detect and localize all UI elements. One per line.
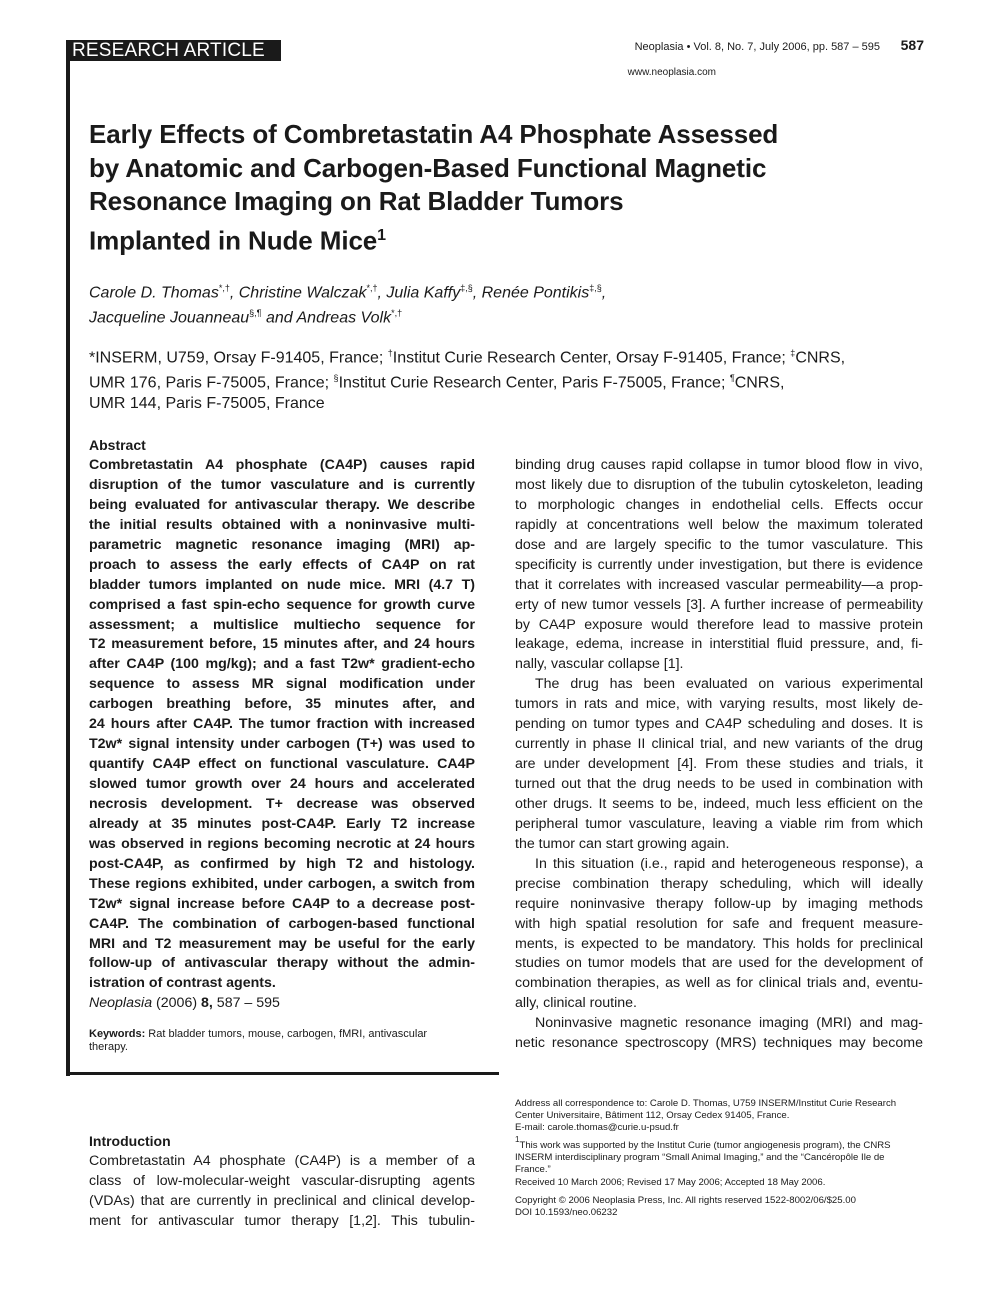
footnote-line: Center Universitaire, Bâtiment 112, Orsay Cedex 91405, France. (515, 1110, 790, 1122)
author-affil-mark: *,† (391, 308, 403, 319)
body-line: tumors in rats and mice, with varying results, most likely de- (515, 696, 923, 713)
keywords-text: Rat bladder tumors, mouse, carbogen, fMRI, antivascular (145, 1028, 428, 1040)
body-line: precise combination therapy scheduling, which will ideally (515, 875, 923, 892)
abstract-line: CA4P. The combination of carbogen-based functional (89, 915, 475, 932)
abstract-line: These regions exhibited, under carbogen, a switch from (89, 875, 475, 892)
introduction-heading: Introduction (89, 1133, 171, 1149)
affiliation-text: UMR 176, Paris F-75005, France; (89, 374, 334, 392)
author-affil-mark: §,¶ (249, 308, 262, 319)
affiliation-text: CNRS, (795, 349, 846, 367)
citation-year: (2006) (152, 995, 202, 1011)
body-line: studies on tumor models that are used for the development of (515, 955, 923, 972)
abstract-line: proach to assess the early effects of CA4P on rat (89, 556, 475, 573)
body-line: leakage, edema, increase in interstitial fluid pressure, and, fi- (515, 636, 923, 653)
affiliation-text: Institut Curie Research Center, Orsay F-91405, France; (392, 349, 791, 367)
title-line: by Anatomic and Carbogen-Based Functional Magnetic (89, 152, 767, 183)
article-type-badge: RESEARCH ARTICLE (68, 40, 281, 61)
body-line: (VDAs) that are currently in preclinical and clinical develop- (89, 1192, 475, 1209)
article-title (89, 118, 889, 258)
author-affil-mark: *,† (218, 283, 230, 293)
abstract-body (89, 456, 475, 994)
abstract-line: necrosis development. T+ decrease was observed (89, 795, 475, 812)
journal-url: www.neoplasia.com (627, 67, 716, 78)
abstract-line: MRI and T2 measurement may be useful for the early (89, 935, 475, 952)
abstract-line: follow-up of antivascular therapy without the admin- (89, 955, 475, 972)
author-name: Renée Pontikis (481, 284, 590, 302)
body-line: specificity is currently under investigation, but there is evidence (515, 556, 923, 573)
abstract-line: parametric magnetic resonance imaging (MRI) ap- (89, 536, 475, 553)
footnote-text: This work was supported by the Institut Curie (tumor angiogenesis program), the CNRS (519, 1140, 891, 1152)
footnote-line: Copyright © 2006 Neoplasia Press, Inc. All rights reserved 1522-8002/06/$25.00 (515, 1194, 856, 1206)
affiliation-text: *INSERM, U759, Orsay F-91405, France; (89, 349, 388, 367)
abstract-line: 24 hours after CA4P. The tumor fraction with increased (89, 716, 475, 733)
author-name: Andreas Volk (296, 309, 392, 327)
affiliation-mark: ¶ (729, 373, 735, 384)
abstract-line: Combretastatin A4 phosphate (CA4P) causes rapid (89, 457, 475, 473)
body-line: that it correlates with increased vascular permeability—a prop- (515, 576, 923, 593)
footnote-line: Received 10 March 2006; Revised 17 May 2006; Accepted 18 May 2006. (515, 1176, 826, 1188)
affiliation-text: CNRS, (734, 374, 785, 392)
abstract-line: assessment; a multislice multiecho sequence for (89, 616, 475, 633)
title-footnote-mark: 1 (377, 226, 386, 244)
author-affil-mark: *,† (366, 283, 378, 293)
author-line: Carole D. Thomas*,†, Christine Walczak*,†, Julia Kaffy‡,§, Renée Pontikis‡,§, (89, 283, 607, 302)
body-line: pending on tumor types and CA4P scheduling and doses. It is (515, 716, 923, 733)
abstract-line: the initial results obtained with a noninvasive multi- (89, 516, 475, 533)
footnote-line: France.” (515, 1164, 551, 1176)
author-name: Jacqueline Jouanneau (89, 309, 250, 327)
author-separator: , (229, 284, 239, 302)
keywords (89, 1028, 475, 1054)
footnote-line: INSERM interdisciplinary program “Small Animal Imaging,” and the “Cancéropôle Ile de (515, 1152, 885, 1164)
abstract-line: T2 measurement before, 15 minutes after, and 24 hours (89, 636, 475, 653)
author-affil-mark: ‡,§ (589, 283, 602, 293)
author-list (89, 278, 889, 329)
body-line: peripheral tumor vasculature, leaving a viable rim from which (515, 815, 923, 832)
keywords-line: therapy. (89, 1041, 128, 1053)
footnote-line: DOI 10.1593/neo.06232 (515, 1206, 618, 1218)
footnote-line: E-mail: carole.thomas@curie.u-psud.fr (515, 1122, 679, 1134)
abstract-line: bladder tumors implanted on nude mice. MRI (4.7 T) (89, 576, 475, 593)
body-line: to morphologic changes in endothelial cells. Effects occur (515, 496, 923, 513)
abstract-line: quantify CA4P effect on functional vasculature. CA4P (89, 756, 475, 773)
abstract-line: comprised a fast spin-echo sequence for growth curve (89, 596, 475, 613)
body-line: rapidly at concentrations well below the maximum tolerated (515, 516, 923, 533)
keywords-label: Keywords: (89, 1028, 146, 1040)
affiliations (89, 343, 919, 414)
body-line: dose and are largely specific to the tumor vasculature. This (515, 536, 923, 553)
body-line: require noninvasive therapy follow-up by imaging methods (515, 895, 923, 912)
body-line: combination therapies, as well as for clinical trials and, eventu- (515, 975, 923, 992)
title-line (89, 219, 889, 258)
body-line: In this situation (i.e., rapid and heterogeneous response), a (535, 855, 923, 872)
footnotes (515, 1098, 923, 1219)
keywords-line (89, 1028, 475, 1041)
body-line: most likely due to disruption of the tubulin cytoskeleton, leading (515, 476, 923, 493)
abstract-line: after CA4P (100 mg/kg); and a fast T2w* gradient-echo (89, 656, 475, 673)
abstract-line: T2w* signal intensity under carbogen (T+) was used to (89, 736, 475, 753)
body-line: nally, vascular collapse [1]. (515, 656, 684, 673)
introduction-body (89, 1152, 475, 1232)
body-line: currently in phase II clinical trial, and new variants of the drug (515, 736, 923, 753)
citation-volume: 8, (201, 995, 213, 1011)
title-line-text: Implanted in Nude Mice (89, 225, 378, 256)
affiliation-line (89, 343, 919, 368)
body-line: class of low-molecular-weight vascular-disrupting agents (89, 1172, 475, 1189)
citation-journal: Neoplasia (89, 995, 153, 1011)
body-line: ment for antivascular tumor therapy [1,2]. This tubulin- (89, 1212, 475, 1229)
footnote-line: Address all correspondence to: Carole D. Thomas, U759 INSERM/Institut Curie Research (515, 1098, 897, 1109)
abstract-citation (89, 993, 280, 1013)
body-line: binding drug causes rapid collapse in tumor blood flow in vivo, (515, 457, 923, 473)
affiliation-mark: † (387, 348, 393, 358)
right-column-body (515, 456, 923, 1054)
abstract-bottom-rule (66, 1072, 499, 1075)
body-line: erty of new tumor vessels [3]. A further increase of permeability (515, 596, 923, 613)
body-line: with high spatial resolution for safe and frequent measure- (515, 915, 923, 932)
left-rule (66, 40, 70, 1076)
abstract-line: was observed in regions becoming necrotic at 24 hours (89, 835, 475, 852)
body-line: by CA4P exposure would therefore lead to massive protein (515, 616, 923, 633)
affiliation-mark: § (333, 373, 339, 384)
abstract-line: already at 35 minutes post-CA4P. Early T2 increase (89, 815, 475, 832)
footnote-line (515, 1134, 923, 1152)
journal-citation: Neoplasia • Vol. 8, No. 7, July 2006, pp. 587 – 595 (634, 41, 880, 53)
body-line: are under development [4]. From these studies and trials, it (515, 756, 923, 773)
abstract-line: being evaluated for antivascular therapy. We describe (89, 496, 475, 513)
body-line: netic resonance spectroscopy (MRS) techniques may become (515, 1035, 923, 1052)
author-separator: , (472, 284, 482, 302)
body-line: turned out that the drug needs to be used in combination with (515, 776, 923, 792)
author-separator: , (377, 284, 387, 302)
footnote-mark: 1 (515, 1135, 520, 1145)
affiliation-line (89, 368, 919, 393)
abstract-line: slowed tumor growth over 24 hours and accelerated (89, 776, 475, 792)
body-line: ally, clinical routine. (515, 995, 637, 1012)
affiliation-text: Institut Curie Research Center, Paris F-75005, France; (338, 374, 730, 392)
abstract-heading: Abstract (89, 437, 146, 453)
body-line: the tumor can start growing again. (515, 835, 730, 852)
author-name: Carole D. Thomas (89, 284, 219, 302)
author-name: Christine Walczak (238, 284, 367, 302)
author-conjunction: and (265, 309, 293, 327)
abstract-line: sequence to assess MR signal modification under (89, 676, 475, 693)
title-line: Early Effects of Combretastatin A4 Phosphate Assessed (89, 119, 779, 149)
body-line: Noninvasive magnetic resonance imaging (MRI) and mag- (535, 1015, 923, 1032)
page-number: 587 (900, 37, 924, 53)
abstract-line: post-CA4P, as confirmed by high T2 and histology. (89, 855, 475, 872)
body-line: other drugs. It seems to be, indeed, much less efficient on the (515, 795, 923, 812)
abstract-line: T2w* signal increase before CA4P to a decrease post- (89, 895, 475, 912)
author-name: Julia Kaffy (386, 284, 461, 302)
affiliation-line: UMR 144, Paris F-75005, France (89, 394, 325, 412)
author-line (89, 303, 889, 328)
abstract-line: carbogen breathing before, 35 minutes after, and (89, 696, 475, 713)
body-line: The drug has been evaluated on various experimental (535, 676, 923, 693)
author-affil-mark: ‡,§ (460, 283, 473, 293)
citation-pages: 587 – 595 (212, 995, 280, 1011)
abstract-line: disruption of the tumor vasculature and is currently (89, 476, 475, 493)
body-line: ments, is expected to be mandatory. This holds for preclinical (515, 935, 923, 952)
affiliation-mark: ‡ (790, 348, 796, 358)
body-line: Combretastatin A4 phosphate (CA4P) is a member of a (89, 1153, 475, 1169)
abstract-line: istration of contrast agents. (89, 975, 276, 992)
title-line: Resonance Imaging on Rat Bladder Tumors (89, 186, 624, 216)
